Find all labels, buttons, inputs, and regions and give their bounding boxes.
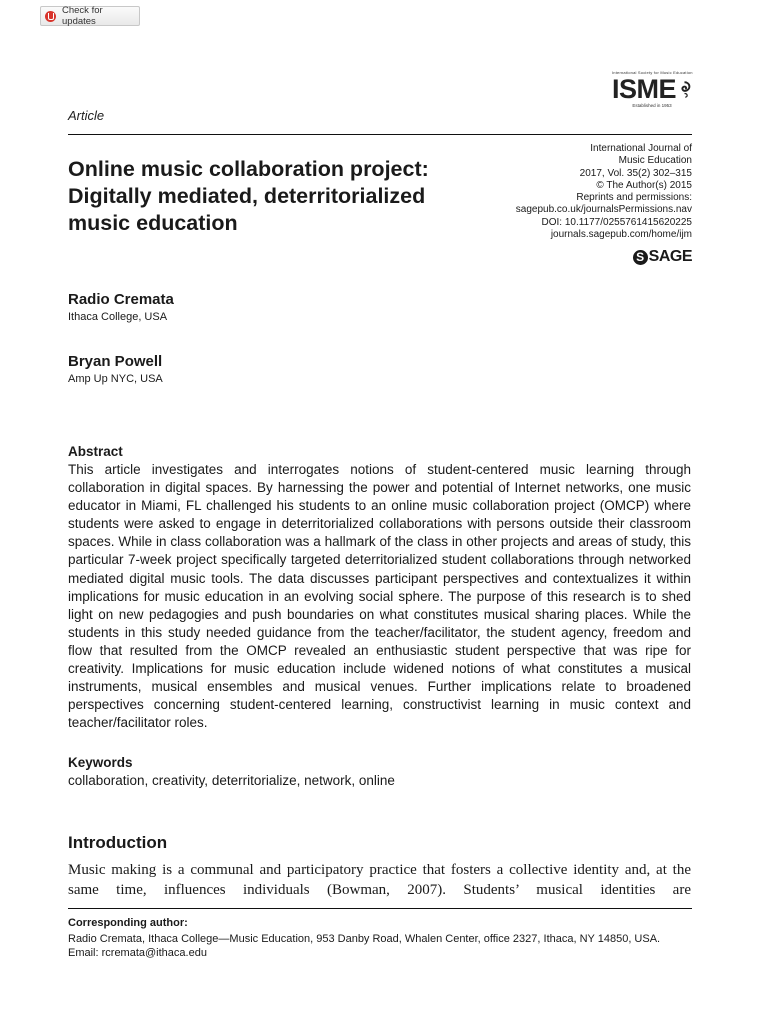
introduction-text: Music making is a communal and participatory practice that fosters a collective identity and, at the same time, influences individuals (Bowman, 2007). Students’ musical identities are (68, 862, 691, 898)
crossmark-icon (45, 11, 56, 22)
isme-logo-bottom-text: Established in 1953 (632, 103, 672, 108)
check-for-updates-button[interactable] (40, 6, 140, 26)
author-affiliation: Ithaca College, USA (68, 311, 168, 323)
isme-swirl-icon (677, 76, 692, 102)
permissions-link[interactable]: sagepub.co.uk/journalsPermissions.nav (515, 204, 692, 216)
keywords-text: collaboration, creativity, deterritorialize, network, online (68, 773, 395, 788)
article-type-label: Article (68, 108, 105, 123)
isme-logo (612, 70, 692, 108)
isme-logo-top-text: International Society for Music Education (612, 70, 693, 75)
sage-s-icon: S (633, 250, 648, 265)
journal-info-line: International Journal of (590, 143, 692, 154)
introduction-heading: Introduction (68, 833, 168, 852)
keywords-heading: Keywords (68, 755, 133, 770)
abstract-heading: Abstract (68, 444, 123, 459)
sage-logo (633, 248, 692, 266)
abstract-text: This article investigates and interrogates notions of student-centered music learning through collaboration in digital spaces. By harnessing the power and potential of Internet networks, one music educator in Miami, FL challenged his students to an online music collaboration project (OMCP) where students were asked to engage in deterritorialized collaborations with persons outside their classroom spaces. While in class collaboration was a hallmark of the class in other projects and areas of study, this particular 7-week project specifically targeted deterritorialized student collaborations through networked mediated digital music tools. The data discusses participant perspectives and contextualizes it within implications for music education in an evolving social sphere. The purpose of this research is to shed light on new pedagogies and push boundaries on what constitutes musical sharing places. While the students in this study needed guidance from the teacher/facilitator, the student agency, freedom and flow that resulted from the OMCP revealed an enthusiastic student perspective that was ripe for creativity. Implications for music education include widened notions of what constitutes a musical instruments, musical ensembles and musical venues. Further implications relate to broadened perspectives concerning student-centered learning, constructivist learning in music context and teacher/facilitator roles. (68, 462, 691, 731)
corresponding-author-email[interactable]: Email: rcremata@ithaca.edu (68, 947, 207, 959)
journal-info-line: 2017, Vol. 35(2) 302–315 (579, 167, 692, 179)
doi-link[interactable]: DOI: 10.1177/0255761415620225 (541, 216, 692, 228)
journal-info-line: Reprints and permissions: (576, 192, 692, 204)
journal-info (452, 143, 692, 241)
corresponding-author-heading: Corresponding author: (68, 917, 188, 929)
article-title: Online music collaboration project: Digitally mediated, deterritorialized music education (68, 157, 429, 235)
author-affiliation: Amp Up NYC, USA (68, 373, 163, 385)
isme-logo-name: ISME (612, 74, 677, 104)
author-name: Radio Cremata (68, 291, 174, 308)
header-divider (68, 134, 692, 135)
sage-logo-text: SAGE (648, 248, 692, 265)
journal-info-line: Music Education (618, 155, 692, 167)
journal-homepage-link[interactable]: journals.sagepub.com/home/ijm (550, 229, 692, 241)
author-name: Bryan Powell (68, 353, 163, 370)
corresponding-author-address: Radio Cremata, Ithaca College—Music Education, 953 Danby Road, Whalen Center, office 2327, Ithaca, NY 14850, USA. (68, 933, 661, 945)
footnote-divider (68, 908, 692, 909)
check-for-updates-label: Check for updates (62, 5, 103, 27)
journal-info-line: © The Author(s) 2015 (596, 179, 692, 191)
